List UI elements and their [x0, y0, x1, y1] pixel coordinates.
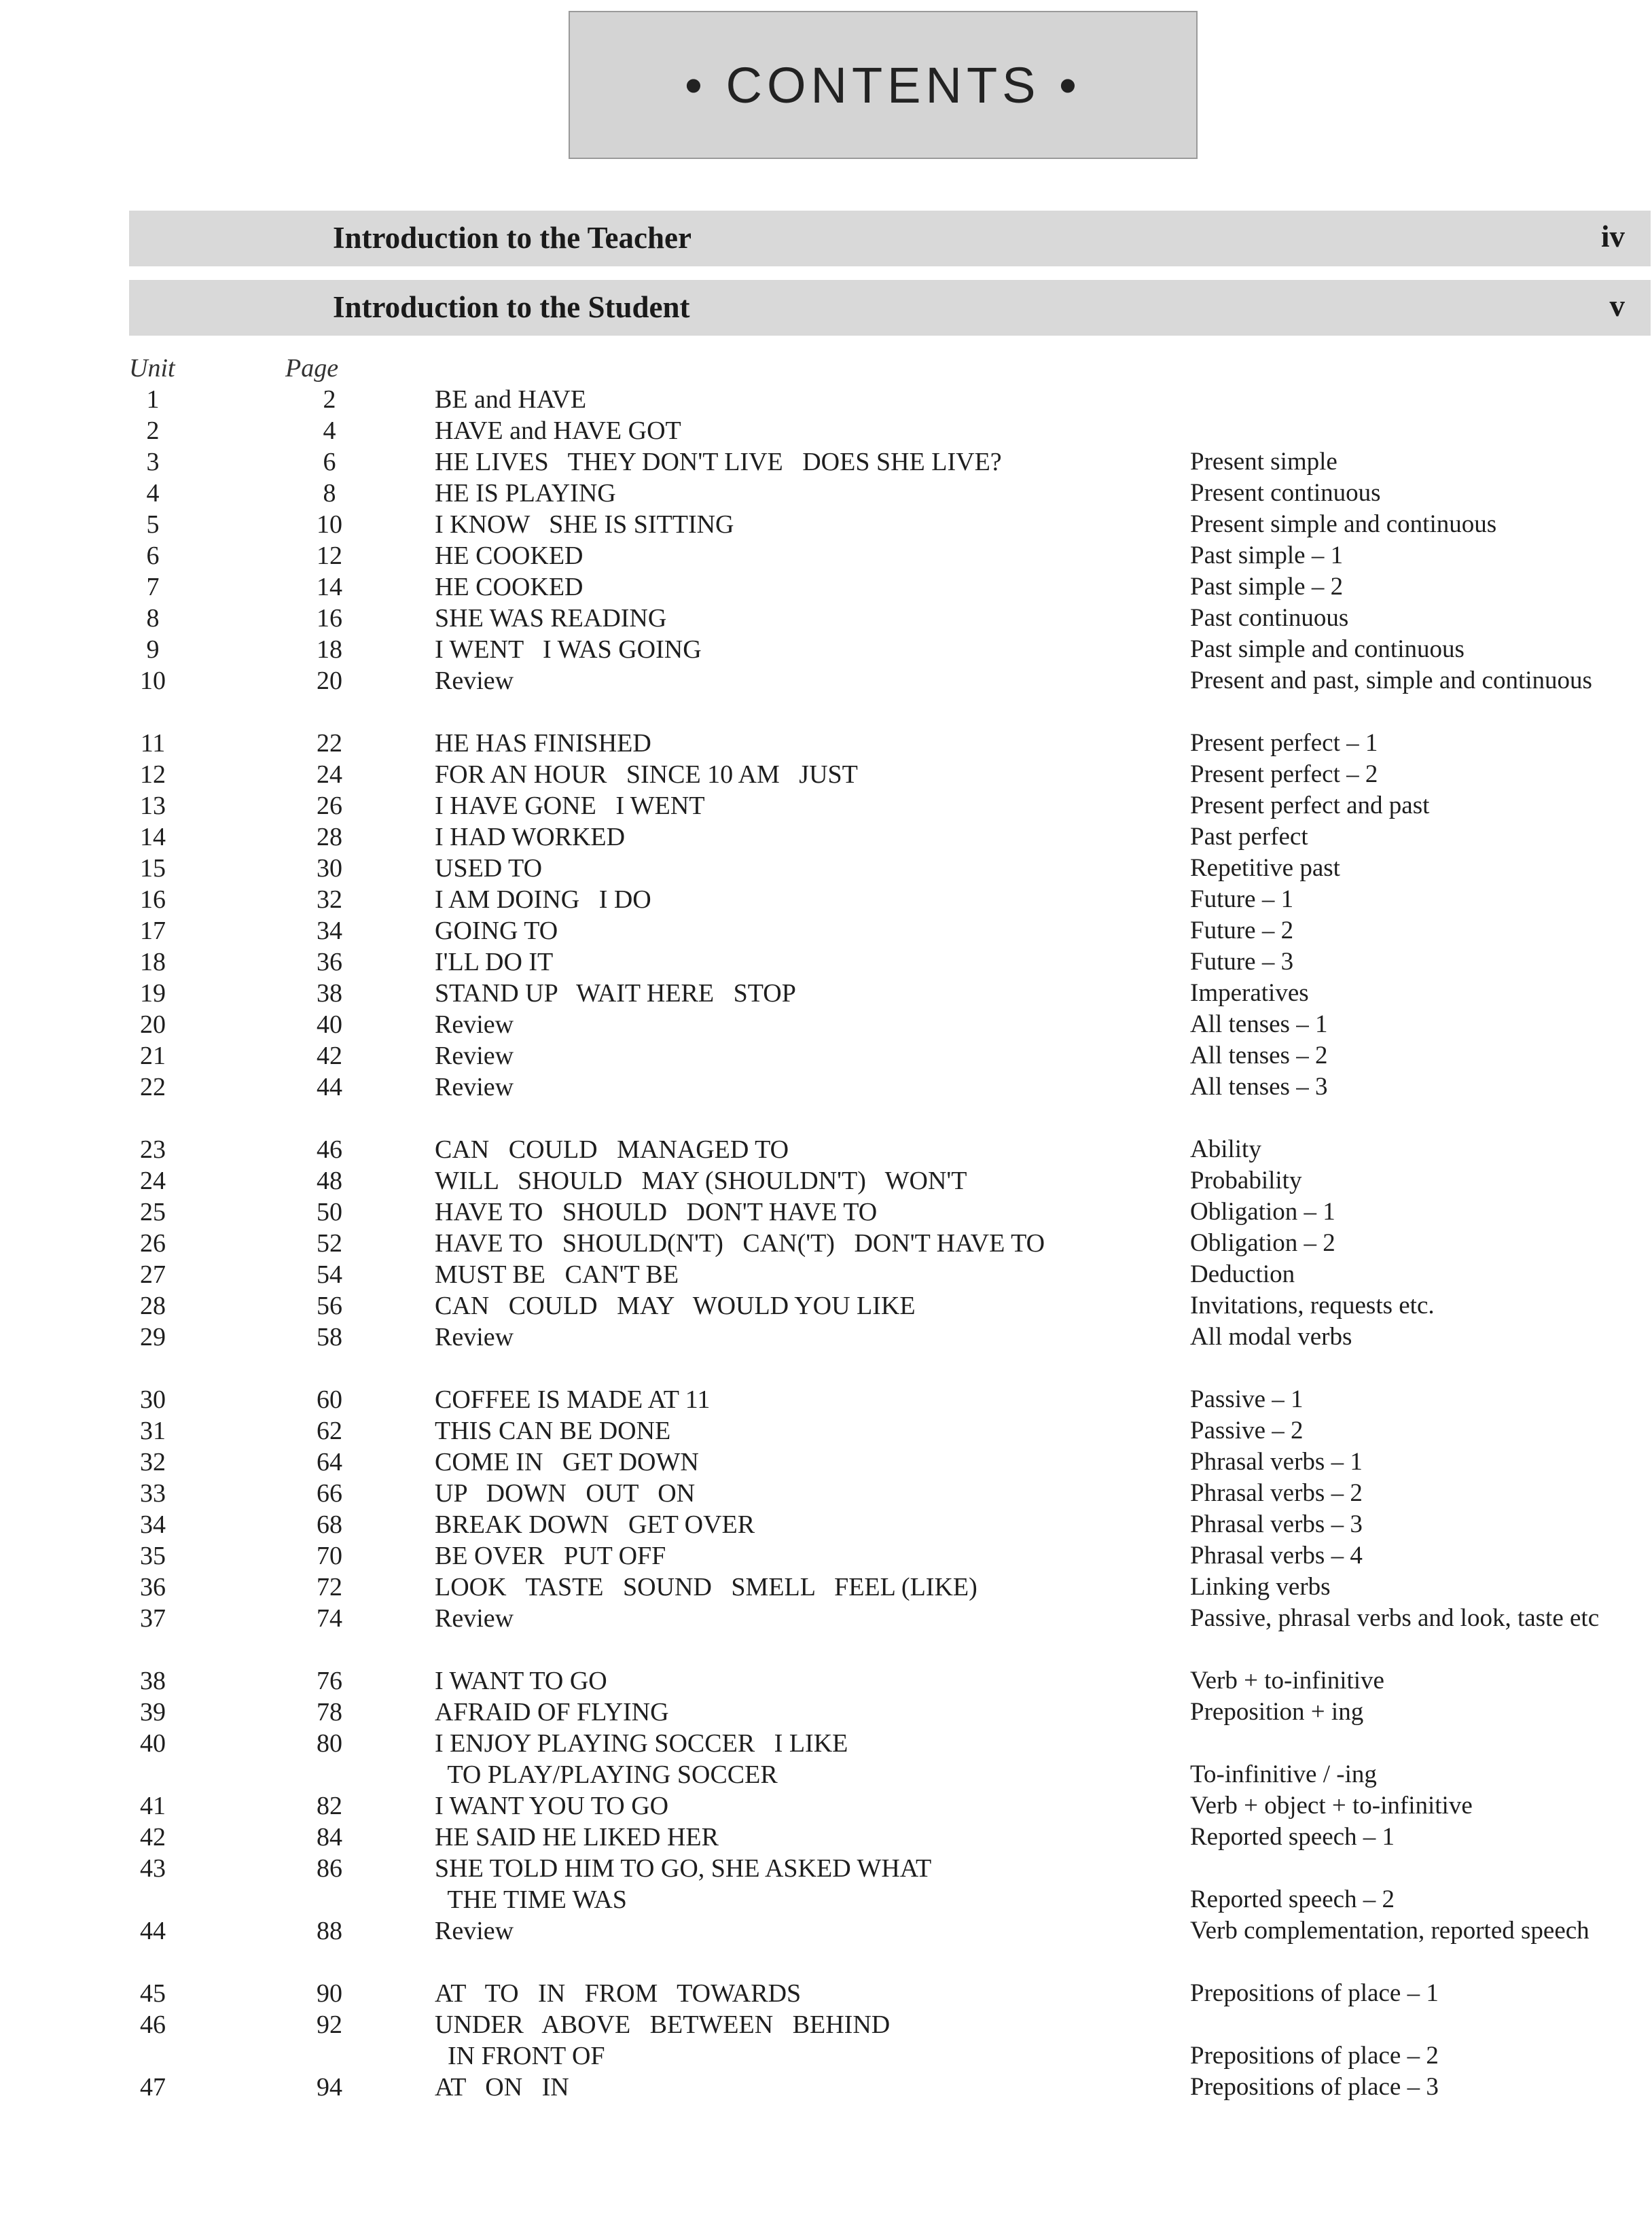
toc-row[interactable]	[0, 541, 1652, 572]
unit-number: 33	[140, 1479, 166, 1508]
page-number: 54	[317, 1260, 342, 1289]
unit-topic: BE and HAVE	[435, 385, 587, 414]
toc-row[interactable]	[0, 760, 1652, 791]
unit-topic: I'LL DO IT	[435, 948, 554, 976]
intro-student-page: v	[1609, 289, 1625, 323]
toc-row[interactable]	[0, 1572, 1652, 1603]
toc-row[interactable]	[0, 947, 1652, 978]
unit-topic: I HAD WORKED	[435, 823, 626, 851]
grammar-point: Past simple and continuous	[1190, 635, 1465, 663]
unit-topic: CAN COULD MANAGED TO	[435, 1135, 789, 1164]
grammar-point: Present continuous	[1190, 479, 1381, 507]
unit-topic: I WENT I WAS GOING	[435, 635, 702, 664]
page-number: 90	[317, 1979, 342, 2008]
grammar-point: Passive – 2	[1190, 1417, 1304, 1445]
toc-row[interactable]	[0, 1822, 1652, 1854]
toc-row[interactable]	[0, 416, 1652, 447]
toc-row[interactable]	[0, 510, 1652, 541]
page-number: 14	[317, 573, 342, 601]
unit-number: 9	[146, 635, 160, 664]
unit-topic: BREAK DOWN GET OVER	[435, 1510, 755, 1539]
toc-row[interactable]	[0, 1791, 1652, 1822]
unit-topic: Review	[435, 667, 514, 695]
page-number: 2	[323, 385, 336, 414]
unit-number: 29	[140, 1323, 166, 1351]
unit-number: 2	[146, 417, 160, 445]
page-number: 20	[317, 667, 342, 695]
toc-row[interactable]	[0, 385, 1652, 416]
unit-number: 5	[146, 510, 160, 539]
page-number: 70	[317, 1542, 342, 1570]
page-number: 4	[323, 417, 336, 445]
unit-topic: SHE WAS READING	[435, 604, 667, 633]
unit-topic: IN FRONT OF	[435, 2042, 605, 2070]
grammar-point: Phrasal verbs – 2	[1190, 1479, 1363, 1507]
unit-topic: HE COOKED	[435, 542, 583, 570]
unit-topic: HAVE TO SHOULD(N'T) CAN('T) DON'T HAVE TO	[435, 1229, 1045, 1258]
unit-topic: HE COOKED	[435, 573, 583, 601]
page-number: 22	[317, 729, 342, 758]
unit-number: 40	[140, 1729, 166, 1758]
grammar-point: Passive, phrasal verbs and look, taste etc	[1190, 1604, 1600, 1632]
grammar-point: Past simple – 2	[1190, 573, 1344, 601]
page-number: 48	[317, 1167, 342, 1195]
unit-number: 7	[146, 573, 160, 601]
unit-number: 27	[140, 1260, 166, 1289]
page-number: 74	[317, 1604, 342, 1633]
page-number: 82	[317, 1792, 342, 1820]
intro-student-title: Introduction to the Student	[333, 290, 690, 324]
page-number: 78	[317, 1698, 342, 1726]
page-number: 84	[317, 1823, 342, 1851]
unit-number: 26	[140, 1229, 166, 1258]
grammar-point: Prepositions of place – 2	[1190, 2042, 1439, 2070]
page-number: 28	[317, 823, 342, 851]
grammar-point: Passive – 1	[1190, 1385, 1304, 1413]
toc-row[interactable]	[0, 1166, 1652, 1197]
unit-number: 38	[140, 1667, 166, 1695]
unit-topic: LOOK TASTE SOUND SMELL FEEL (LIKE)	[435, 1573, 977, 1601]
unit-topic: I KNOW SHE IS SITTING	[435, 510, 734, 539]
unit-topic: USED TO	[435, 854, 543, 883]
unit-topic: STAND UP WAIT HERE STOP	[435, 979, 796, 1008]
grammar-point: Past perfect	[1190, 823, 1308, 851]
unit-number: 44	[140, 1917, 166, 1945]
unit-column-header: Unit	[129, 354, 175, 383]
toc-row[interactable]	[0, 1010, 1652, 1041]
unit-number: 14	[140, 823, 166, 851]
unit-number: 22	[140, 1073, 166, 1101]
unit-number: 4	[146, 479, 160, 508]
page-number: 58	[317, 1323, 342, 1351]
page-number: 18	[317, 635, 342, 664]
grammar-point: To-infinitive / -ing	[1190, 1760, 1377, 1788]
unit-number: 36	[140, 1573, 166, 1601]
page-number: 56	[317, 1292, 342, 1320]
grammar-point: Prepositions of place – 1	[1190, 1979, 1439, 2007]
toc-row[interactable]	[0, 1885, 1652, 1916]
grammar-point: Verb + to-infinitive	[1190, 1667, 1384, 1695]
grammar-point: Repetitive past	[1190, 854, 1340, 882]
unit-topic: TO PLAY/PLAYING SOCCER	[435, 1760, 778, 1789]
grammar-point: All tenses – 1	[1190, 1010, 1328, 1038]
page-number: 30	[317, 854, 342, 883]
intro-teacher-page: iv	[1600, 219, 1625, 253]
toc-row[interactable]	[0, 1385, 1652, 1416]
unit-number: 11	[140, 729, 166, 758]
page-number: 8	[323, 479, 336, 508]
toc-row[interactable]	[0, 1135, 1652, 1166]
page-number: 50	[317, 1198, 342, 1226]
unit-topic: CAN COULD MAY WOULD YOU LIKE	[435, 1292, 916, 1320]
unit-number: 37	[140, 1604, 166, 1633]
intro-student-bar[interactable]	[129, 280, 1651, 336]
grammar-point: All modal verbs	[1190, 1323, 1352, 1351]
unit-number: 16	[140, 885, 166, 914]
grammar-point: Invitations, requests etc.	[1190, 1292, 1435, 1319]
unit-number: 24	[140, 1167, 166, 1195]
grammar-point: Obligation – 1	[1190, 1198, 1335, 1226]
unit-topic: MUST BE CAN'T BE	[435, 1260, 679, 1289]
toc-row[interactable]	[0, 1854, 1652, 1885]
grammar-point: Preposition + ing	[1190, 1698, 1364, 1726]
page-number: 34	[317, 917, 342, 945]
grammar-point: Phrasal verbs – 1	[1190, 1448, 1363, 1476]
grammar-point: Prepositions of place – 3	[1190, 2073, 1439, 2101]
page-number: 94	[317, 2073, 342, 2102]
unit-number: 45	[140, 1979, 166, 2008]
unit-number: 32	[140, 1448, 166, 1476]
toc-row[interactable]	[0, 603, 1652, 635]
page-number: 60	[317, 1385, 342, 1414]
unit-number: 15	[140, 854, 166, 883]
page-number: 32	[317, 885, 342, 914]
unit-number: 6	[146, 542, 160, 570]
page-number: 88	[317, 1917, 342, 1945]
grammar-point: Past simple – 1	[1190, 542, 1344, 569]
toc-row[interactable]	[0, 916, 1652, 947]
unit-number: 17	[140, 917, 166, 945]
grammar-point: Present perfect – 1	[1190, 729, 1378, 757]
unit-topic: GOING TO	[435, 917, 558, 945]
toc-row[interactable]	[0, 1603, 1652, 1635]
page-number: 80	[317, 1729, 342, 1758]
unit-number: 39	[140, 1698, 166, 1726]
toc-row[interactable]	[0, 728, 1652, 760]
toc-row[interactable]	[0, 1260, 1652, 1291]
toc-row[interactable]	[0, 635, 1652, 666]
intro-teacher-title: Introduction to the Teacher	[333, 221, 692, 255]
unit-topic: WILL SHOULD MAY (SHOULDN'T) WON'T	[435, 1167, 967, 1195]
grammar-point: Future – 1	[1190, 885, 1294, 913]
unit-topic: HE SAID HE LIKED HER	[435, 1823, 719, 1851]
toc-row[interactable]	[0, 1041, 1652, 1072]
unit-topic: AT ON IN	[435, 2073, 569, 2102]
unit-topic: BE OVER PUT OFF	[435, 1542, 666, 1570]
grammar-point: Past continuous	[1190, 604, 1349, 632]
unit-topic: UNDER ABOVE BETWEEN BEHIND	[435, 2010, 891, 2039]
unit-topic: COFFEE IS MADE AT 11	[435, 1385, 711, 1414]
unit-topic: COME IN GET DOWN	[435, 1448, 699, 1476]
toc-row[interactable]	[0, 572, 1652, 603]
grammar-point: Phrasal verbs – 3	[1190, 1510, 1363, 1538]
unit-number: 47	[140, 2073, 166, 2102]
toc-row[interactable]	[0, 1291, 1652, 1322]
unit-number: 43	[140, 1854, 166, 1883]
grammar-point: Imperatives	[1190, 979, 1309, 1007]
toc-row[interactable]	[0, 1228, 1652, 1260]
unit-number: 8	[146, 604, 160, 633]
unit-topic: I WANT YOU TO GO	[435, 1792, 669, 1820]
grammar-point: Reported speech – 1	[1190, 1823, 1395, 1851]
grammar-point: Verb + object + to-infinitive	[1190, 1792, 1473, 1820]
grammar-point: Future – 3	[1190, 948, 1294, 976]
toc-row[interactable]	[0, 2072, 1652, 2104]
page-number: 12	[317, 542, 342, 570]
unit-topic: HE HAS FINISHED	[435, 729, 651, 758]
unit-topic: Review	[435, 1073, 514, 1101]
toc-row[interactable]	[0, 853, 1652, 885]
unit-topic: Review	[435, 1604, 514, 1633]
toc-row[interactable]	[0, 1760, 1652, 1791]
unit-number: 35	[140, 1542, 166, 1570]
toc-row[interactable]	[0, 2010, 1652, 2041]
unit-topic: Review	[435, 1042, 514, 1070]
unit-topic: Review	[435, 1323, 514, 1351]
toc-row[interactable]	[0, 666, 1652, 697]
unit-number: 12	[140, 760, 166, 789]
grammar-point: Obligation – 2	[1190, 1229, 1335, 1257]
toc-row[interactable]	[0, 1416, 1652, 1447]
unit-number: 21	[140, 1042, 166, 1070]
page-number: 24	[317, 760, 342, 789]
toc-row[interactable]	[0, 978, 1652, 1010]
unit-number: 25	[140, 1198, 166, 1226]
unit-number: 28	[140, 1292, 166, 1320]
unit-topic: Review	[435, 1917, 514, 1945]
grammar-point: All tenses – 2	[1190, 1042, 1328, 1069]
unit-number: 19	[140, 979, 166, 1008]
toc-row[interactable]	[0, 1666, 1652, 1697]
page-number: 16	[317, 604, 342, 633]
unit-topic: UP DOWN OUT ON	[435, 1479, 696, 1508]
unit-topic: AFRAID OF FLYING	[435, 1698, 669, 1726]
unit-number: 31	[140, 1417, 166, 1445]
unit-topic: FOR AN HOUR SINCE 10 AM JUST	[435, 760, 858, 789]
page-number: 42	[317, 1042, 342, 1070]
toc-row[interactable]	[0, 478, 1652, 510]
page-number: 44	[317, 1073, 342, 1101]
unit-number: 42	[140, 1823, 166, 1851]
unit-number: 10	[140, 667, 166, 695]
toc-row[interactable]	[0, 1478, 1652, 1510]
grammar-point: Future – 2	[1190, 917, 1294, 944]
toc-row[interactable]	[0, 1322, 1652, 1353]
toc-row[interactable]	[0, 822, 1652, 853]
unit-topic: I WANT TO GO	[435, 1667, 607, 1695]
page-number: 92	[317, 2010, 342, 2039]
unit-topic: HAVE and HAVE GOT	[435, 417, 681, 445]
unit-number: 3	[146, 448, 160, 476]
grammar-point: Verb complementation, reported speech	[1190, 1917, 1590, 1945]
unit-number: 1	[146, 385, 160, 414]
grammar-point: Present perfect and past	[1190, 792, 1430, 819]
unit-number: 18	[140, 948, 166, 976]
grammar-point: Present simple	[1190, 448, 1337, 476]
unit-topic: HE IS PLAYING	[435, 479, 616, 508]
grammar-point: Deduction	[1190, 1260, 1295, 1288]
unit-number: 41	[140, 1792, 166, 1820]
toc-row[interactable]	[0, 447, 1652, 478]
page-number: 38	[317, 979, 342, 1008]
grammar-point: Reported speech – 2	[1190, 1885, 1395, 1913]
unit-topic: THE TIME WAS	[435, 1885, 627, 1914]
toc-row[interactable]	[0, 1072, 1652, 1103]
toc-row[interactable]	[0, 1197, 1652, 1228]
unit-number: 23	[140, 1135, 166, 1164]
page-number: 10	[317, 510, 342, 539]
grammar-point: Present and past, simple and continuous	[1190, 667, 1592, 694]
contents-title-box	[569, 11, 1198, 159]
grammar-point: Phrasal verbs – 4	[1190, 1542, 1363, 1570]
grammar-point: Ability	[1190, 1135, 1261, 1163]
toc-row[interactable]	[0, 791, 1652, 822]
unit-number: 34	[140, 1510, 166, 1539]
toc-row[interactable]	[0, 1447, 1652, 1478]
unit-topic: AT TO IN FROM TOWARDS	[435, 1979, 802, 2008]
page-number: 36	[317, 948, 342, 976]
grammar-point: Present simple and continuous	[1190, 510, 1497, 538]
page-number: 6	[323, 448, 336, 476]
unit-topic: I AM DOING I DO	[435, 885, 651, 914]
page-column-header: Page	[285, 354, 339, 383]
page-number: 86	[317, 1854, 342, 1883]
page-number: 26	[317, 792, 342, 820]
unit-topic: Review	[435, 1010, 514, 1039]
toc-row[interactable]	[0, 1541, 1652, 1572]
grammar-point: Probability	[1190, 1167, 1302, 1194]
toc-row[interactable]	[0, 1979, 1652, 2010]
page-number: 64	[317, 1448, 342, 1476]
toc-row[interactable]	[0, 1916, 1652, 1947]
toc-row[interactable]	[0, 1510, 1652, 1541]
page-number: 46	[317, 1135, 342, 1164]
unit-topic: HE LIVES THEY DON'T LIVE DOES SHE LIVE?	[435, 448, 1002, 476]
unit-number: 13	[140, 792, 166, 820]
page-number: 52	[317, 1229, 342, 1258]
toc-row[interactable]	[0, 2041, 1652, 2072]
page-number: 40	[317, 1010, 342, 1039]
contents-title: • CONTENTS •	[685, 56, 1081, 113]
toc-row[interactable]	[0, 885, 1652, 916]
grammar-point: Linking verbs	[1190, 1573, 1331, 1601]
page-number: 62	[317, 1417, 342, 1445]
unit-number: 30	[140, 1385, 166, 1414]
grammar-point: Present perfect – 2	[1190, 760, 1378, 788]
toc-row[interactable]	[0, 1729, 1652, 1760]
intro-teacher-bar[interactable]	[129, 211, 1651, 266]
grammar-point: All tenses – 3	[1190, 1073, 1328, 1101]
unit-topic: HAVE TO SHOULD DON'T HAVE TO	[435, 1198, 878, 1226]
page-number: 72	[317, 1573, 342, 1601]
unit-topic: SHE TOLD HIM TO GO, SHE ASKED WHAT	[435, 1854, 932, 1883]
page-number: 76	[317, 1667, 342, 1695]
page-number: 68	[317, 1510, 342, 1539]
unit-topic: I HAVE GONE I WENT	[435, 792, 705, 820]
page-number: 66	[317, 1479, 342, 1508]
unit-topic: THIS CAN BE DONE	[435, 1417, 671, 1445]
unit-topic: I ENJOY PLAYING SOCCER I LIKE	[435, 1729, 848, 1758]
unit-number: 46	[140, 2010, 166, 2039]
toc-row[interactable]	[0, 1697, 1652, 1729]
unit-number: 20	[140, 1010, 166, 1039]
